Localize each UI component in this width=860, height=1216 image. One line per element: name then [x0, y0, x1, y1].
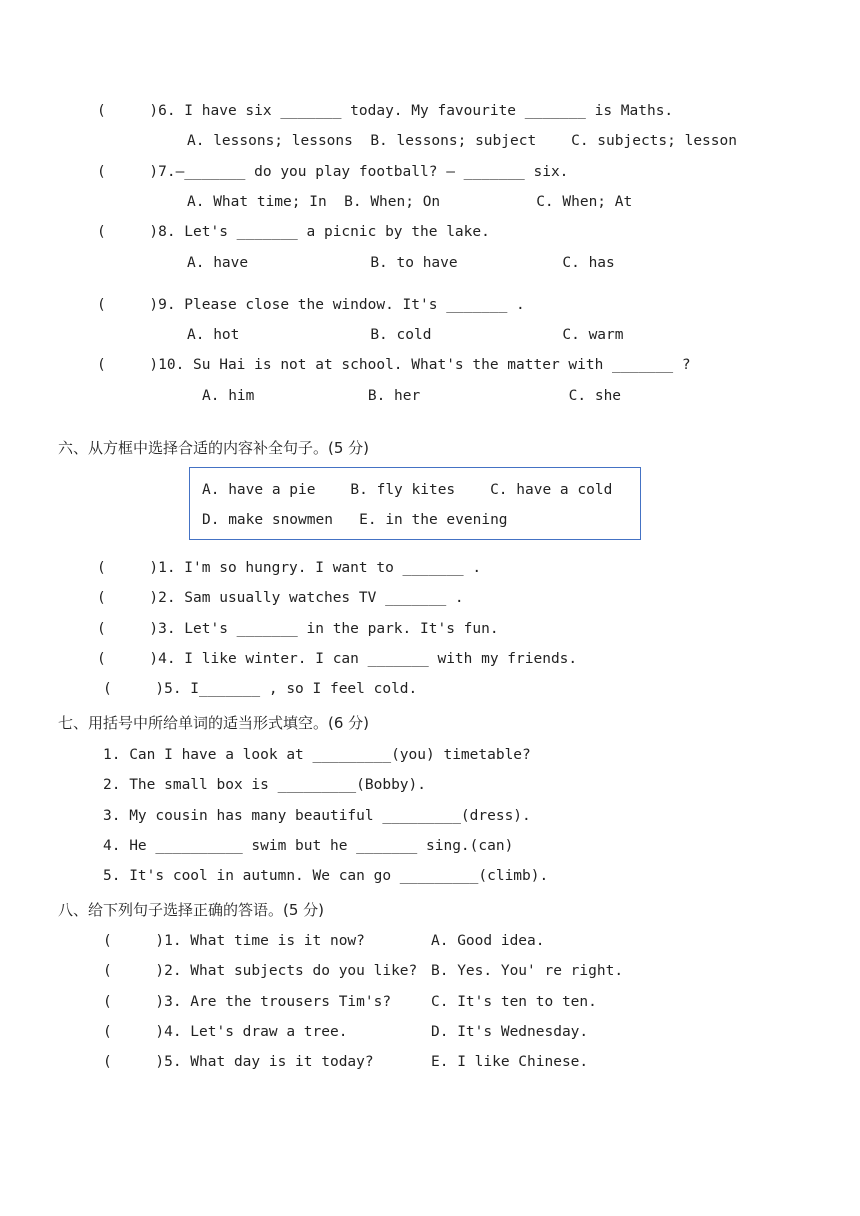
section-7-question-5: 5. It's cool in autumn. We can go _________(climb).: [103, 868, 549, 884]
question-8: ( )8. Let's _______ a picnic by the lake.: [97, 224, 490, 240]
section-6-question-2: ( )2. Sam usually watches TV _______ .: [97, 590, 464, 606]
section-7-question-4: 4. He __________ swim but he _______ sing.(can): [103, 838, 514, 854]
question-7-options: A. What time; In B. When; On C. When; At: [187, 194, 633, 210]
question-8-options: A. have B. to have C. has: [187, 255, 615, 271]
section-8-question-5: ( )5. What day is it today?: [103, 1054, 374, 1070]
section-7-title: 七、用括号中所给单词的适当形式填空。(6 分): [58, 714, 370, 732]
section-8-question-2: ( )2. What subjects do you like?: [103, 963, 418, 979]
word-box-line-1: A. have a pie B. fly kites C. have a cold: [202, 482, 613, 498]
section-8-answer-c: C. It's ten to ten.: [431, 994, 597, 1010]
section-6-question-4: ( )4. I like winter. I can _______ with my friends.: [97, 651, 578, 667]
section-8-answer-e: E. I like Chinese.: [431, 1054, 589, 1070]
question-9-options: A. hot B. cold C. warm: [187, 327, 624, 343]
section-8-question-3: ( )3. Are the trousers Tim's?: [103, 994, 392, 1010]
section-7-question-1: 1. Can I have a look at _________(you) timetable?: [103, 747, 531, 763]
section-8-answer-b: B. Yes. You' re right.: [431, 963, 624, 979]
section-8-question-1: ( )1. What time is it now?: [103, 933, 365, 949]
section-6-question-1: ( )1. I'm so hungry. I want to _______ .: [97, 560, 482, 576]
section-8-title: 八、给下列句子选择正确的答语。(5 分): [58, 901, 325, 919]
question-7: ( )7.—_______ do you play football? — _______ six.: [97, 164, 569, 180]
question-9: ( )9. Please close the window. It's _______ .: [97, 297, 525, 313]
section-6-question-5: ( )5. I_______ , so I feel cold.: [103, 681, 418, 697]
section-8-answer-a: A. Good idea.: [431, 933, 545, 949]
question-10-options: A. him B. her C. she: [202, 388, 622, 404]
section-6-question-3: ( )3. Let's _______ in the park. It's fun.: [97, 621, 499, 637]
word-box-line-2: D. make snowmen E. in the evening: [202, 512, 508, 528]
section-7-question-3: 3. My cousin has many beautiful _________(dress).: [103, 808, 531, 824]
section-6-title: 六、从方框中选择合适的内容补全句子。(5 分): [58, 439, 370, 457]
question-10: ( )10. Su Hai is not at school. What's the matter with _______ ?: [97, 357, 691, 373]
section-8-question-4: ( )4. Let's draw a tree.: [103, 1024, 348, 1040]
section-8-answer-d: D. It's Wednesday.: [431, 1024, 589, 1040]
section-7-question-2: 2. The small box is _________(Bobby).: [103, 777, 427, 793]
question-6-options: A. lessons; lessons B. lessons; subject C. subjects; lesson: [187, 133, 737, 149]
question-6: ( )6. I have six _______ today. My favourite _______ is Maths.: [97, 103, 674, 119]
